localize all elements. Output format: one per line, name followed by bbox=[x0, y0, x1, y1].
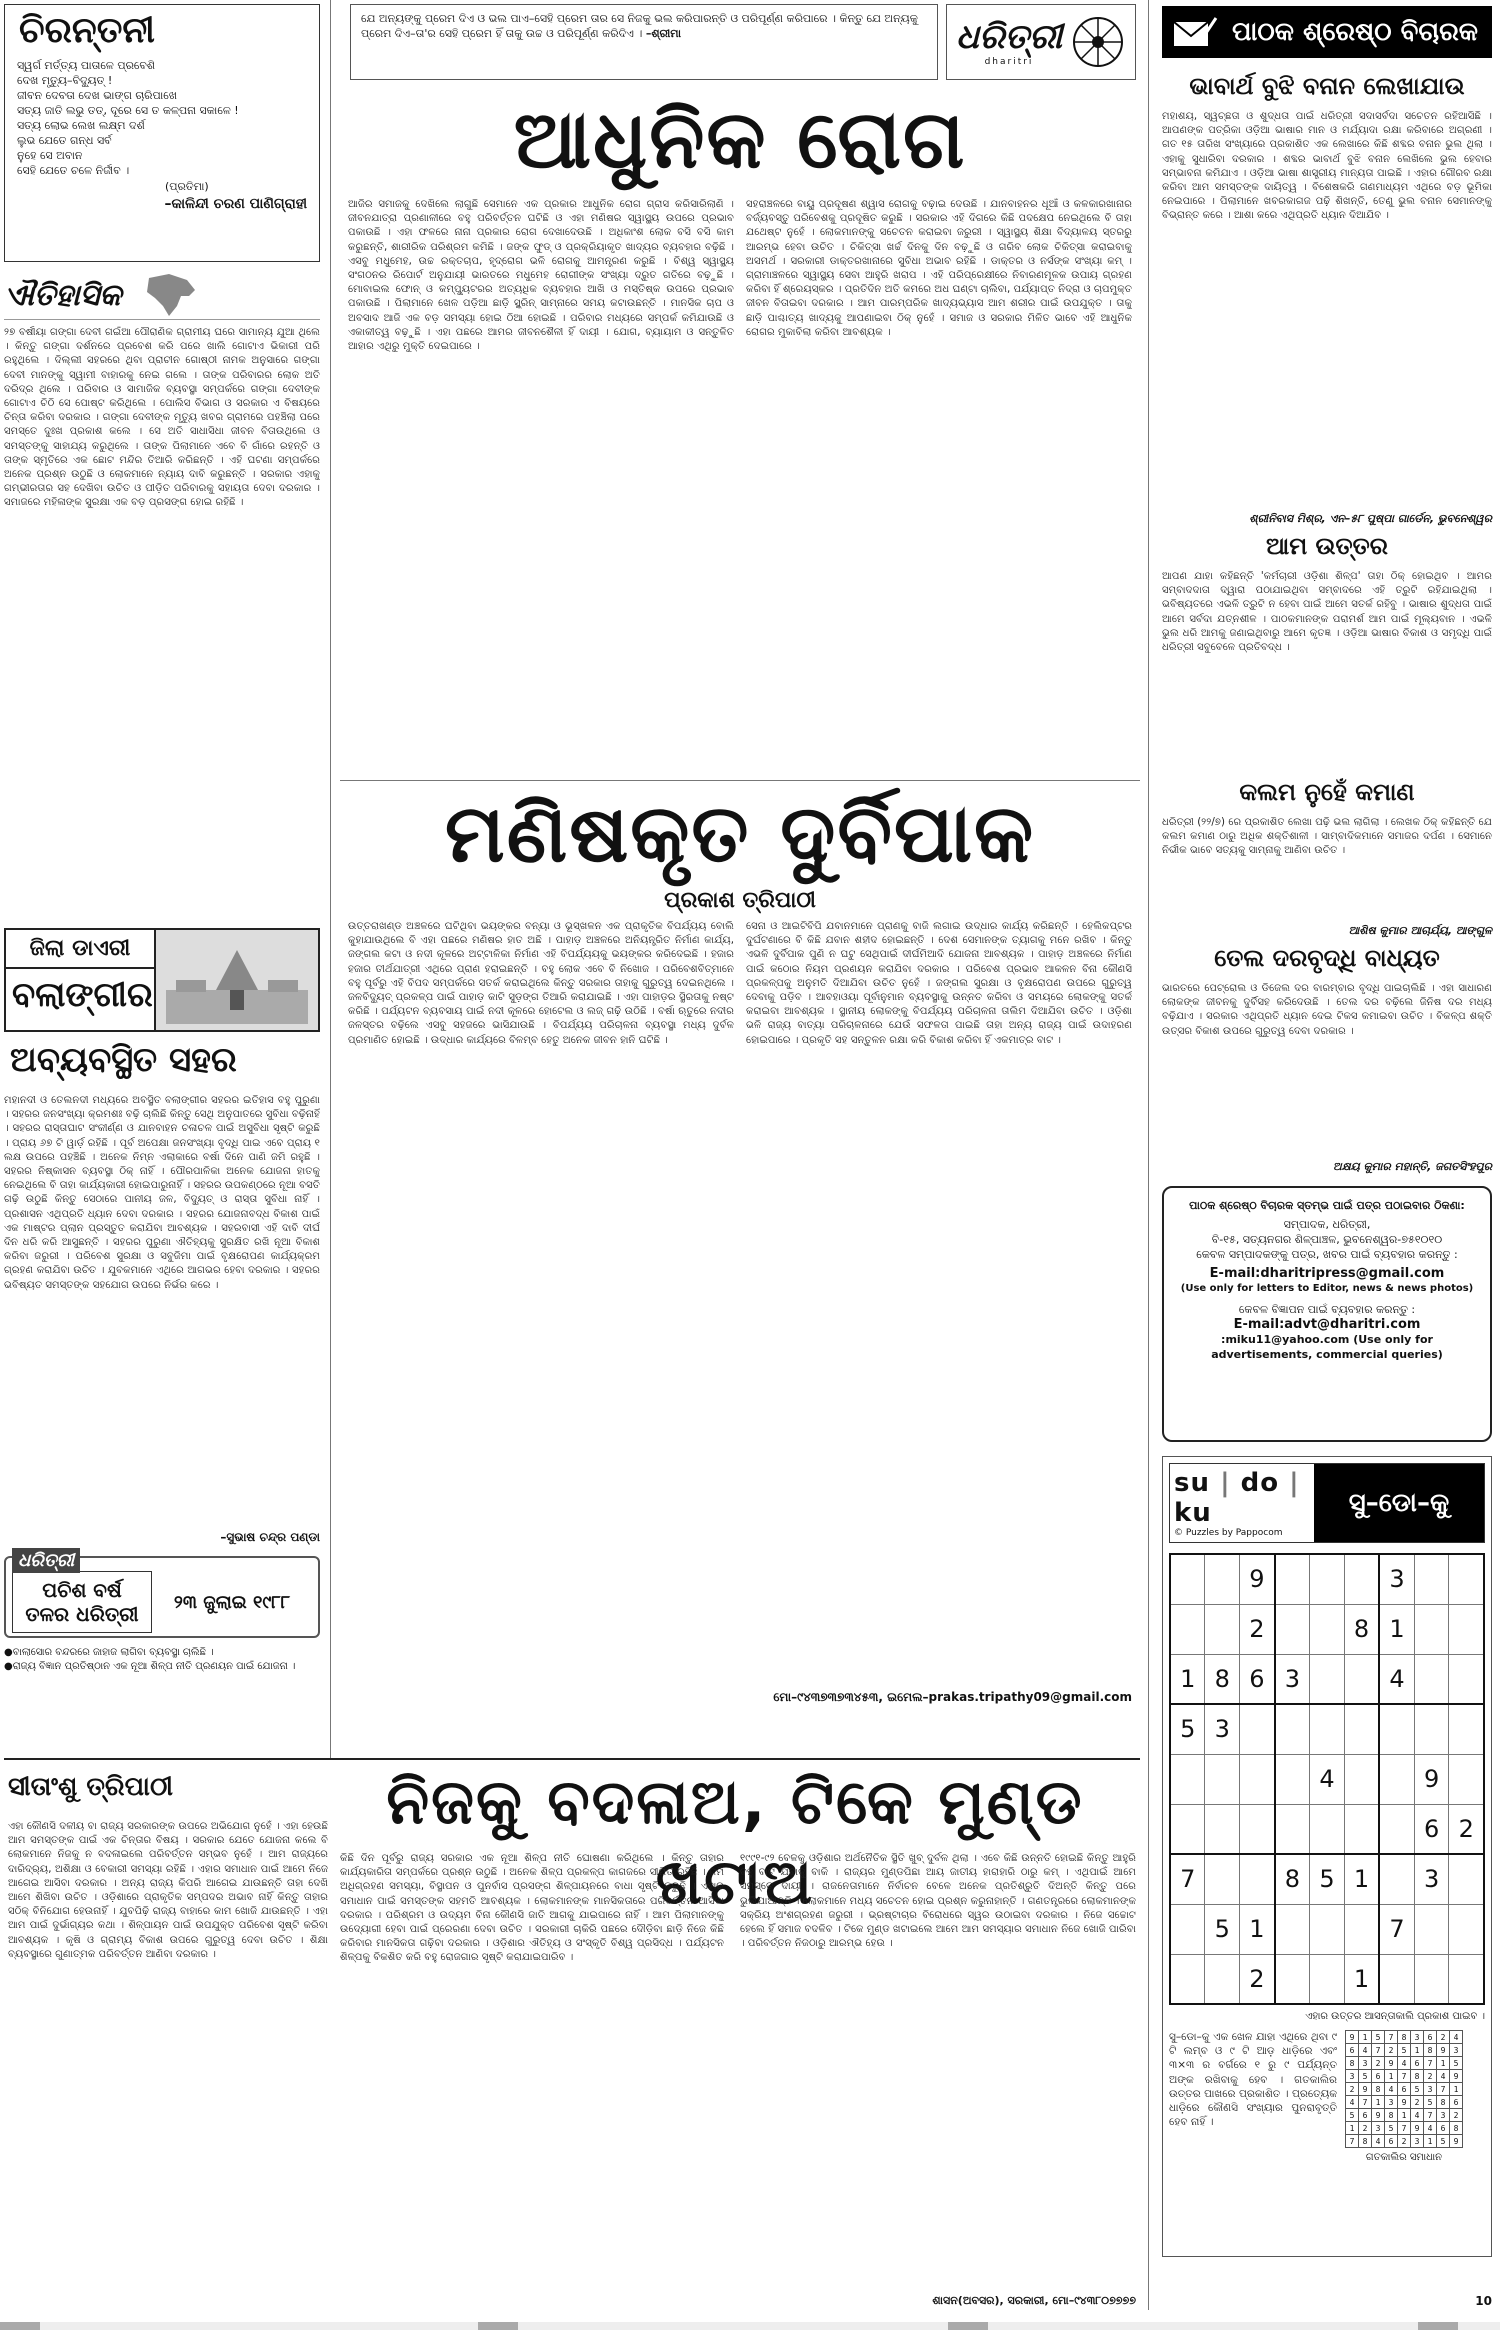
poem-author: –କାଳିନ୍ଦୀ ଚରଣ ପାଣିଗ୍ରାହୀ bbox=[164, 196, 307, 212]
sudoku-cell[interactable] bbox=[1449, 1854, 1484, 1904]
solution-cell: 4 bbox=[1398, 2057, 1411, 2070]
article3-contact: ଶାସନ(ଅବସର), ସରକାରୀ, ମୋ–୯୪୩୮୦୭୭୭୭ bbox=[932, 2294, 1136, 2307]
sudoku-cell[interactable] bbox=[1449, 1554, 1484, 1604]
solution-cell: 3 bbox=[1346, 2070, 1359, 2083]
solution-cell: 9 bbox=[1450, 2070, 1463, 2083]
poem-line: ସତ୍ୟ ଲୋଭ ଲେଖ ଲକ୍ଷ୍ମ ଦର୍ଶ bbox=[17, 119, 145, 132]
chiranthani-box bbox=[4, 4, 320, 262]
sudoku-cell[interactable] bbox=[1275, 1904, 1310, 1954]
oitihasik-text: ୨୭ ବର୍ଷୀୟା ଗଙ୍ଗା ଦେବୀ ଗଇଁଆ ପୌରାଣିକ ଗ୍ରାମୀୟ ଘରେ ସାମାନ୍ୟ ଯୁଆ ଥିଲେ । କିନ୍ତୁ ଗଙ୍ଗା ଦର୍ଶନରେ ପ୍ରବେଶ କରି ପରେ ଖାଲି ଗୋଟାଏ ଭିକାରୀ ପରି ରହୁଥିଲେ । ଦିଲ୍ଲୀ ସହରରେ ଥିବା ପ୍ରାଚୀନ ଗୋଷ୍ଠୀ ନାମକ ଅନୁସାରେ ଗଙ୍ଗା ଦେବୀ ମାନଙ୍କୁ ସ୍ୱାମୀ ବାହାରକୁ ନେଇ ଗଲେ । ତାଙ୍କ ପରିବାରର ଲୋକ ଅତି ଦରିଦ୍ର ଥିଲେ । ପରିବାର ଓ ସାମାଜିକ ବ୍ୟବସ୍ଥା ସମ୍ପର୍କରେ ଗଙ୍ଗା ଦେବୀଙ୍କ ଗୋଟାଏ ଚିଠି ସେ ପୋଷ୍ଟ କରିଥିଲେ । ପୋଲିସ ବିଭାଗ ଓ ସରକାର ଏ ବିଷୟରେ ଚିନ୍ତା କରିବା ଦରକାର । ଗଙ୍ଗା ଦେବୀଙ୍କ ମୃତ୍ୟୁ ଖବର ଗ୍ରାମରେ ପହଞ୍ଚିଲା ପରେ ସମସ୍ତେ ଦୁଃଖ ପ୍ରକାଶ କଲେ । ସେ ଅତି ସାଧାସିଧା ଜୀବନ ବିତାଉଥିଲେ ଓ ସମସ୍ତଙ୍କୁ ସାହାଯ୍ୟ କରୁଥିଲେ । ତାଙ୍କ ପିଲାମାନେ ଏବେ ବି ଗାଁରେ ରହନ୍ତି ଓ ତାଙ୍କ ସ୍ମୃତିରେ ଏକ ଛୋଟ ମନ୍ଦିର ତିଆରି କରିଛନ୍ତି । ଏହି ଘଟଣା ସମ୍ପର୍କରେ ଅନେକ ପ୍ରଶ୍ନ ଉଠୁଛି ଓ ଲୋକମାନେ ନ୍ୟାୟ ଦାବି କରୁଛନ୍ତି । ସରକାର ଏହାକୁ ଗମ୍ଭୀରତାର ସହ ଦେଖିବା ଉଚିତ ଓ ପୀଡ଼ିତ ପରିବାରକୁ ସହାୟତା ଦେବା ଦରକାର । ସମାଜରେ ମହିଳାଙ୍କ ସୁରକ୍ଷା ଏକ ବଡ଼ ପ୍ରସଙ୍ଗ ହୋଇ ରହିଛି । bbox=[4, 327, 320, 509]
poem-line: ଜୀବନ ଦେବତା ଦେଖ ଭାଙ୍ଗ ଚାରିପାଖେ bbox=[17, 89, 177, 102]
sudoku-cell[interactable] bbox=[1310, 1704, 1345, 1754]
city-author: –ସୁଭାଷ ଚନ୍ଦ୍ର ପଣ୍ଡା bbox=[220, 1530, 320, 1544]
oitihasik-title: ଐତିହାସିକ bbox=[4, 278, 122, 313]
solution-cell: 1 bbox=[1411, 2044, 1424, 2057]
editor-email-note: (Use only for letters to Editor, news & news photos) bbox=[1180, 1283, 1474, 1294]
article3-col1: ଏହା କୌଣସି ଦଳୀୟ ବା ରାଜ୍ୟ ସରକାରଙ୍କ ଉପରେ ଅଭିଯୋଗ ନୁହେଁ । ଏହା ହେଉଛି ଆମ ସମସ୍ତଙ୍କ ପାଇଁ ଏକ ଚିନ୍ତାର ବିଷୟ । ସରକାର ଯେତେ ଯୋଜନା କଲେ ବି ଲୋକମାନେ ନିଜକୁ ନ ବଦଳାଇଲେ ପରିବର୍ତ୍ତନ ସମ୍ଭବ ନୁହେଁ । ଆମ ରାଜ୍ୟରେ ଦାରିଦ୍ର୍ୟ, ଅଶିକ୍ଷା ଓ ବେକାରୀ ସମସ୍ୟା ରହିଛି । ଏହାର ସମାଧାନ ପାଇଁ ଆମେ ନିଜେ ଆଗେଇ ଆସିବା ଦରକାର । ଅନ୍ୟ ରାଜ୍ୟ କିପରି ଆଗେଇ ଯାଉଛନ୍ତି ତାହା ଦେଖି ଆମେ ଶିଖିବା ଉଚିତ । ଓଡ଼ିଶାରେ ପ୍ରାକୃତିକ ସମ୍ପଦର ଅଭାବ ନାହିଁ କିନ୍ତୁ ତାହାର ସଠିକ୍ ବିନିଯୋଗ ହେଉନାହିଁ । ଯୁବପିଢ଼ି ରାଜ୍ୟ ବାହାରେ କାମ ଖୋଜି ଯାଉଛନ୍ତି । ଏହା ଆମ ପାଇଁ ଦୁର୍ଭାଗ୍ୟର କଥା । ଶିଳ୍ପାୟନ ପାଇଁ ଉପଯୁକ୍ତ ପରିବେଶ ସୃଷ୍ଟି କରିବା ଆବଶ୍ୟକ । କୃଷି ଓ ଗ୍ରାମ୍ୟ ବିକାଶ ଉପରେ ଗୁରୁତ୍ୱ ଦେବା ଉଚିତ । ଶିକ୍ଷା ବ୍ୟବସ୍ଥାରେ ଗୁଣାତ୍ମକ ପରିବର୍ତ୍ତନ ଆଣିବା ଦରକାର । bbox=[8, 1821, 328, 1960]
sudoku-cell[interactable] bbox=[1344, 1654, 1379, 1704]
solution-cell: 2 bbox=[1346, 2083, 1359, 2096]
byline2: ପ୍ରକାଶ ତ୍ରିପାଠୀ bbox=[664, 888, 816, 913]
solution-cell: 4 bbox=[1346, 2096, 1359, 2109]
sudoku-grid[interactable] bbox=[1169, 1553, 1485, 2005]
india-map-icon bbox=[129, 272, 209, 320]
address-line: କେବଳ ସମ୍ପାଦକଙ୍କୁ ପତ୍ର, ଖବର ପାଇଁ ବ୍ୟବହାର କରନ୍ତୁ : bbox=[1196, 1248, 1458, 1261]
sudoku-cell[interactable]: 4 bbox=[1310, 1754, 1345, 1804]
sudoku-cell[interactable] bbox=[1310, 1554, 1345, 1604]
solution-cell: 9 bbox=[1398, 2096, 1411, 2109]
solution-cell: 4 bbox=[1424, 2122, 1437, 2135]
sudoku-cell[interactable]: 6 bbox=[1240, 1654, 1275, 1704]
letter4-sign: ଅକ୍ଷୟ କୁମାର ମହାନ୍ତି, ଜଗତସିଂହପୁର bbox=[1333, 1160, 1492, 1173]
readers-header bbox=[1162, 6, 1492, 58]
solution-cell: 5 bbox=[1437, 2135, 1450, 2148]
solution-cell: 7 bbox=[1424, 2057, 1437, 2070]
solution-cell: 7 bbox=[1437, 2083, 1450, 2096]
letter1-title: ଭାବାର୍ଥ ବୁଝି ବନାନ ଲେଖାଯାଉ bbox=[1189, 72, 1465, 100]
solution-cell: 3 bbox=[1411, 2031, 1424, 2044]
sudoku-cell[interactable]: 7 bbox=[1170, 1854, 1205, 1904]
brand-logo bbox=[946, 4, 1136, 80]
sudoku-cell[interactable] bbox=[1414, 1604, 1449, 1654]
sudoku-cell[interactable] bbox=[1310, 1604, 1345, 1654]
sudoku-cell[interactable] bbox=[1170, 1554, 1205, 1604]
sudoku-cell[interactable] bbox=[1414, 1704, 1449, 1754]
history-item: ●ବାଲାସୋର ବନ୍ଦରରେ ଜାହାଜ ଲାଗିବା ବ୍ୟବସ୍ଥା ଚାଲିଛି । bbox=[4, 1647, 214, 1658]
sudoku-cell[interactable] bbox=[1275, 1804, 1310, 1854]
address-box bbox=[1162, 1186, 1492, 1442]
sudoku-cell[interactable]: 1 bbox=[1170, 1654, 1205, 1704]
solution-cell: 6 bbox=[1372, 2070, 1385, 2083]
sudoku-cell[interactable] bbox=[1449, 1654, 1484, 1704]
poem-line: ଦେଖ ମୃତ୍ୟୁ–ବିଦ୍ୟୁତ୍ ! bbox=[17, 74, 113, 87]
wheel-icon bbox=[1070, 14, 1126, 70]
article1-col1: ଆଜିର ସମାଜକୁ ଦେଖିଲେ ଲାଗୁଛି ସେମାନେ ଏକ ପ୍ରକାର ଆଧୁନିକ ରୋଗ ଗ୍ରାସ କରିସାରିଲାଣି । ଜୀବନଯାତ୍ରା ପ୍ରଣାଳୀରେ ବହୁ ପରିବର୍ତ୍ତନ ଘଟିଛି ଓ ଏହା ମଣିଷର ସ୍ୱାସ୍ଥ୍ୟ ଉପରେ ପ୍ରଭାବ ପକାଉଛି । ଏହା ଫଳରେ ନାନା ପ୍ରକାର ରୋଗ ଦେଖାଦେଉଛି । ଅଧିକାଂଶ ଲୋକ ବସି ବସି କାମ କରୁଛନ୍ତି, ଶାରୀରିକ ପରିଶ୍ରମ କମିଛି । ଜଙ୍କ ଫୁଡ୍ ଓ ପ୍ରକ୍ରିୟାକୃତ ଖାଦ୍ୟର ବ୍ୟବହାର ବଢ଼ିଛି । ଏସବୁ ମଧୁମେହ, ଉଚ୍ଚ ରକ୍ତଚାପ, ହୃଦ୍‌ରୋଗ ଭଳି ରୋଗକୁ ଆମନ୍ତ୍ରଣ କରୁଛି । ବିଶ୍ୱ ସ୍ୱାସ୍ଥ୍ୟ ସଂଗଠନର ରିପୋର୍ଟ ଅନୁଯାୟୀ ଭାରତରେ ମଧୁମେହ ରୋଗୀଙ୍କ ସଂଖ୍ୟା ଦ୍ରୁତ ଗତିରେ ବଢ଼ୁଛି । ମୋବାଇଲ ଫୋନ୍ ଓ କମ୍ପ୍ୟୁଟରର ଅତ୍ୟଧିକ ବ୍ୟବହାର ଆଖି ଓ ମସ୍ତିଷ୍କ ଉପରେ ପ୍ରଭାବ ପକାଉଛି । ପିଲାମାନେ ଖେଳ ପଡ଼ିଆ ଛାଡ଼ି ସ୍କ୍ରିନ୍ ସାମ୍ନାରେ ସମୟ କଟାଉଛନ୍ତି । ମାନସିକ ଚାପ ଓ ଅବସାଦ ଆଜି ଏକ ବଡ଼ ସମସ୍ୟା ହୋଇ ଠିଆ ହୋଇଛି । ପରିବାର ମଧ୍ୟରେ ସମ୍ପର୍କ କମିଯାଉଛି ଓ ଏକାକୀତ୍ୱ ବଢ଼ୁଛି । ଏହା ପଛରେ ଆମର ଜୀବନଶୈଳୀ ହିଁ ଦାୟୀ । ଯୋଗ, ବ୍ୟାୟାମ ଓ ସନ୍ତୁଳିତ ଆହାର ଏଥିରୁ ମୁକ୍ତି ଦେଇପାରେ । bbox=[348, 199, 734, 353]
solution-cell: 2 bbox=[1411, 2096, 1424, 2109]
solution-cell: 1 bbox=[1437, 2057, 1450, 2070]
sudoku-cell[interactable] bbox=[1310, 1904, 1345, 1954]
solution-cell: 2 bbox=[1359, 2122, 1372, 2135]
sudoku-cell[interactable]: 8 bbox=[1275, 1854, 1310, 1904]
sudoku-cell[interactable] bbox=[1449, 1604, 1484, 1654]
column-rule bbox=[1148, 0, 1149, 2310]
page-number: 10 bbox=[1475, 2294, 1492, 2308]
solution-cell: 6 bbox=[1411, 2057, 1424, 2070]
solution-cell: 8 bbox=[1385, 2109, 1398, 2122]
solution-cell: 2 bbox=[1450, 2109, 1463, 2122]
sudoku-cell[interactable] bbox=[1240, 1854, 1275, 1904]
headline-change-yourself: ନିଜକୁ ବଦଳାଅ, ଟିକେ ମୁଣ୍ଡ ଖଟାଅ bbox=[386, 1765, 1084, 1918]
sudoku-cell[interactable]: 5 bbox=[1170, 1704, 1205, 1754]
sudoku-cell[interactable] bbox=[1344, 1804, 1379, 1854]
sudoku-cell[interactable] bbox=[1449, 1954, 1484, 2004]
solution-cell: 5 bbox=[1359, 2070, 1372, 2083]
poem-line: ସେହି ଯେତେ ଚଳେ ନିର୍ଜୀବ । bbox=[17, 164, 130, 177]
solution-cell: 1 bbox=[1346, 2122, 1359, 2135]
letter3-title: କଲମ ନୁହେଁ କମାଣ bbox=[1239, 778, 1415, 806]
temple-photo bbox=[156, 930, 318, 1030]
solution-cell: 2 bbox=[1372, 2057, 1385, 2070]
sudoku-cell[interactable] bbox=[1275, 1704, 1310, 1754]
sudoku-cell[interactable] bbox=[1449, 1754, 1484, 1804]
solution-cell: 6 bbox=[1424, 2031, 1437, 2044]
article3-col2: କିଛି ଦିନ ପୂର୍ବରୁ ରାଜ୍ୟ ସରକାର ଏକ ନୂଆ ଶିଳ୍ପ ନୀତି ଘୋଷଣା କରିଥିଲେ । କିନ୍ତୁ ତାହାର କାର୍ଯ୍ୟକାରିତା ସମ୍ପର୍କରେ ପ୍ରଶ୍ନ ଉଠୁଛି । ଅନେକ ଶିଳ୍ପ ପ୍ରକଳ୍ପ କାଗଜରେ ସୀମିତ ରହିଛି । ଜମି ଅଧିଗ୍ରହଣ ସମସ୍ୟା, ବିସ୍ଥାପନ ଓ ପୁନର୍ବାସ ପ୍ରସଙ୍ଗ ଶିଳ୍ପାୟନରେ ବାଧା ସୃଷ୍ଟି କରୁଛି । ଏହାର ସମାଧାନ ପାଇଁ ସମସ୍ତଙ୍କ ସହମତି ଆବଶ୍ୟକ । ଲୋକମାନଙ୍କ ମାନସିକତାରେ ପରିବର୍ତ୍ତନ ଆସିବା ଦରକାର । ପରିଶ୍ରମ ଓ ଉଦ୍ୟମ ବିନା କୌଣସି ଜାତି ଆଗକୁ ଯାଇପାରେ ନାହିଁ । ଆମ ପିଲାମାନଙ୍କୁ ଉଦ୍ୟୋଗୀ ହେବା ପାଇଁ ପ୍ରେରଣା ଦେବା ଉଚିତ । ସରକାରୀ ଚାକିରି ପଛରେ ଦୌଡ଼ିବା ଛାଡ଼ି ନିଜେ କିଛି କରିବାର ମାନସିକତା ଗଢ଼ିବା ଦରକାର । ଓଡ଼ିଶାର ଐତିହ୍ୟ ଓ ସଂସ୍କୃତି ବିଶ୍ୱ ପ୍ରସିଦ୍ଧ । ପର୍ଯ୍ୟଟନ ଶିଳ୍ପକୁ ବିକଶିତ କରି ବହୁ ରୋଜଗାର ସୃଷ୍ଟି କରାଯାଇପାରିବ । bbox=[340, 1853, 724, 1964]
quote-text: ଯେ ଅନ୍ୟଙ୍କୁ ପ୍ରେମ ଦିଏ ଓ ଭଲ ପାଏ–ସେହି ପ୍ରେମ ତାର ସେ ନିଜକୁ ଭଲ କରିପାରନ୍ତି ଓ ପରିପୂର୍ଣ୍ଣ କରିପାରେ । କିନ୍ତୁ ଯେ ଅନ୍ୟକୁ ପ୍ରେମ ଦିଏ–ତା'ର ସେହି ପ୍ରେମ ହିଁ ତାକୁ ଉଚ୍ଚ ଓ ପରିପୂର୍ଣ୍ଣ କରିଦିଏ । bbox=[361, 12, 918, 40]
sudoku-cell[interactable] bbox=[1344, 1554, 1379, 1604]
sudoku-cell[interactable] bbox=[1275, 1754, 1310, 1804]
address-head: ପାଠକ ଶ୍ରେଷ୍ଠ ବିଚାରକ ସ୍ତମ୍ଭ ପାଇଁ ପତ୍ର ପଠାଇବାର ଠିକଣା: bbox=[1189, 1199, 1465, 1212]
article2-col2: ସେନା ଓ ଆଇଟିବିପି ଯବାନମାନେ ପ୍ରାଣକୁ ବାଜି ଲଗାଇ ଉଦ୍ଧାର କାର୍ଯ୍ୟ କରିଛନ୍ତି । ହେଲିକପ୍ଟର ଦୁର୍ଘଟଣାରେ ବି କିଛି ଯବାନ ଶହୀଦ ହୋଇଛନ୍ତି । ଦେଶ ସେମାନଙ୍କ ତ୍ୟାଗକୁ ମନେ ରଖିବ । କିନ୍ତୁ ଏଭଳି ଦୁର୍ବିପାକ ପୁଣି ନ ଘଟୁ ସେଥିପାଇଁ ଦୀର୍ଘମିଆଦି ଯୋଜନା ଆବଶ୍ୟକ । ପାହାଡ଼ ଅଞ୍ଚଳରେ ନିର୍ମାଣ ପାଇଁ କଠୋର ନିୟମ ପ୍ରଣୟନ କରାଯିବା ଦରକାର । ପରିବେଶ ପ୍ରଭାବ ଆକଳନ ବିନା କୌଣସି ପ୍ରକଳ୍ପକୁ ଅନୁମତି ଦିଆଯିବା ଉଚିତ ନୁହେଁ । ଜଙ୍ଗଲ ସୁରକ୍ଷା ଓ ବୃକ୍ଷରୋପଣ ଉପରେ ଗୁରୁତ୍ୱ ଦେବାକୁ ପଡ଼ିବ । ଆବହାଓୟା ପୂର୍ବାନୁମାନ ବ୍ୟବସ୍ଥାକୁ ଉନ୍ନତ କରିବା ଓ ସମୟରେ ଲୋକଙ୍କୁ ସତର୍କ କରାଇବା ଆବଶ୍ୟକ । ସ୍ଥାନୀୟ ଲୋକଙ୍କୁ ବିପର୍ଯ୍ୟୟ ପରିଚାଳନା ତାଲିମ ଦିଆଯିବା ଉଚିତ । ଓଡ଼ିଶା ଭଳି ରାଜ୍ୟ ବାତ୍ୟା ପରିଚାଳନାରେ ଯେଉଁ ସଫଳତା ପାଇଛି ତାହା ଅନ୍ୟ ରାଜ୍ୟ ପାଇଁ ଉଦାହରଣ ହୋଇପାରେ । ପ୍ରକୃତି ସହ ସନ୍ତୁଳନ ରକ୍ଷା କରି ବିକାଶ କରିବା ହିଁ ଏକମାତ୍ର ବାଟ । bbox=[746, 921, 1132, 1046]
sudoku-cell[interactable] bbox=[1310, 1804, 1345, 1854]
solution-cell: 4 bbox=[1450, 2031, 1463, 2044]
sudoku-cell[interactable] bbox=[1449, 1704, 1484, 1754]
sudoku-cell[interactable] bbox=[1414, 1654, 1449, 1704]
poem-line: ସତ୍ୟ ଜାତି ଲଭୁ ତତ୍, ଦୂରେ ସେ ତ କଳ୍ପନା ସକାଳେ ! bbox=[17, 104, 239, 117]
quote-author: –ଶ୍ରୀମା bbox=[645, 27, 681, 40]
solution-cell: 5 bbox=[1450, 2057, 1463, 2070]
footer-bar bbox=[0, 2318, 1500, 2334]
headline-modern-disease: ଆଧୁନିକ ରୋଗ bbox=[513, 93, 967, 186]
solution-cell: 8 bbox=[1437, 2096, 1450, 2109]
sudoku-cell[interactable]: 2 bbox=[1240, 1954, 1275, 2004]
solution-cell: 7 bbox=[1398, 2122, 1411, 2135]
sudoku-rules: ସୁ–ଡୋ–କୁ ଏକ ଖେଳ ଯାହା ଏଥିରେ ଥିବା ୯ ଟି ଲମ୍ବ ଓ ୯ ଟି ଆଡ଼ ଧାଡ଼ିରେ ଏବଂ ୩×୩ ର ବର୍ଗରେ ୧ ରୁ ୯ ପର୍ଯ୍ୟନ୍ତ ଅଙ୍କ ରଖିବାକୁ ହେବ । ଗତକାଲିର ଉତ୍ତର ପାଖରେ ପ୍ରକାଶିତ । ପ୍ରତ୍ୟେକ ଧାଡ଼ିରେ କୌଣସି ସଂଖ୍ୟାର ପୁନରାବୃତ୍ତି ହେବ ନାହିଁ । bbox=[1169, 2031, 1337, 2129]
sudoku-cell[interactable] bbox=[1414, 1554, 1449, 1604]
solution-cell: 4 bbox=[1359, 2044, 1372, 2057]
sudoku-cell[interactable] bbox=[1205, 1954, 1240, 2004]
quote-box bbox=[350, 4, 938, 80]
sudoku-title: ସୁ–ଡୋ–କୁ bbox=[1314, 1464, 1484, 1542]
solution-cell: 8 bbox=[1411, 2070, 1424, 2083]
sudoku-cell[interactable]: 5 bbox=[1205, 1904, 1240, 1954]
address-line: ସମ୍ପାଦକ, ଧରିତ୍ରୀ, bbox=[1283, 1218, 1371, 1231]
letter4-text: ଭାରତରେ ପେଟ୍ରୋଲ ଓ ଡିଜେଲ ଦର ବାରମ୍ବାର ବୃଦ୍ଧି ପାଇଚାଲିଛି । ଏହା ସାଧାରଣ ଲୋକଙ୍କ ଜୀବନକୁ ଦୁର୍ବିସହ କରିଦେଉଛି । ତେଲ ଦର ବଢ଼ିଲେ ଜିନିଷ ଦର ମଧ୍ୟ ବଢ଼ିଯାଏ । ସରକାର ଏଥିପ୍ରତି ଧ୍ୟାନ ଦେଇ ଟିକସ କମାଇବା ଉଚିତ । ବିକଳ୍ପ ଶକ୍ତି ଉତ୍ସର ବିକାଶ ଉପରେ ଗୁରୁତ୍ୱ ଦେବା ଦରକାର । bbox=[1162, 983, 1492, 1037]
solution-cell: 8 bbox=[1359, 2135, 1372, 2148]
solution-cell: 6 bbox=[1437, 2122, 1450, 2135]
sudoku-logo-part: su bbox=[1174, 1468, 1210, 1498]
bottom-band-rule bbox=[4, 1758, 1140, 1760]
sudoku-cell[interactable] bbox=[1344, 1904, 1379, 1954]
sudoku-cell[interactable]: 1 bbox=[1379, 1604, 1414, 1654]
poem-line: ସ୍ୱର୍ଗ ମର୍ତ୍ତ୍ୟ ପାତାଳେ ପ୍ରବେଶି bbox=[17, 59, 156, 72]
sudoku-cell[interactable] bbox=[1344, 1704, 1379, 1754]
solution-cell: 5 bbox=[1411, 2083, 1424, 2096]
history-list bbox=[4, 1646, 320, 1674]
ads-email-2[interactable]: :miku11@yahoo.com (Use only for advertisements, commercial queries) bbox=[1211, 1333, 1443, 1361]
solution-cell: 5 bbox=[1424, 2096, 1437, 2109]
sudoku-logo: su | do | ku © Puzzles by Pappocom bbox=[1170, 1464, 1314, 1542]
sudoku-cell[interactable] bbox=[1379, 1954, 1414, 2004]
sudoku-cell[interactable] bbox=[1414, 1954, 1449, 2004]
solution-cell: 8 bbox=[1450, 2122, 1463, 2135]
poem-line: ଲୁଭ ଯେତେ ଗନ୍ଧ ସର୍ବ bbox=[17, 134, 112, 147]
sudoku-cell[interactable] bbox=[1205, 1854, 1240, 1904]
brand-name: ଧରିତ୍ରୀ bbox=[955, 17, 1063, 57]
address-line: ବି-୧୫, ସତ୍ୟନଗର ଶିଳ୍ପାଞ୍ଚଳ, ଭୁବନେଶ୍ୱର-୭୫୧୦୧୦ bbox=[1211, 1233, 1443, 1246]
solution-cell: 2 bbox=[1398, 2135, 1411, 2148]
solution-cell: 4 bbox=[1372, 2135, 1385, 2148]
sudoku-cell[interactable] bbox=[1170, 1904, 1205, 1954]
envelope-pen-icon bbox=[1172, 16, 1218, 48]
city-title: ଅବ୍ୟବସ୍ଥିତ ସହର bbox=[10, 1040, 237, 1080]
sudoku-cell[interactable] bbox=[1170, 1604, 1205, 1654]
solution-cell: 9 bbox=[1346, 2031, 1359, 2044]
solution-cell: 1 bbox=[1359, 2031, 1372, 2044]
headline-manmade-disaster: ମଣିଷକୃତ ଦୁର୍ବିପାକ bbox=[444, 787, 1036, 880]
sudoku-cell[interactable]: 5 bbox=[1310, 1854, 1345, 1904]
solution-cell: 6 bbox=[1359, 2109, 1372, 2122]
sudoku-cell[interactable] bbox=[1275, 1554, 1310, 1604]
sudoku-cell[interactable]: 6 bbox=[1414, 1804, 1449, 1854]
solution-cell: 1 bbox=[1450, 2083, 1463, 2096]
sudoku-logo-part: ku bbox=[1174, 1498, 1212, 1528]
sudoku-cell[interactable]: 3 bbox=[1379, 1554, 1414, 1604]
sudoku-cell[interactable] bbox=[1240, 1804, 1275, 1854]
solution-cell: 8 bbox=[1346, 2057, 1359, 2070]
history-date: ୨୩ ଜୁଲାଇ ୧୯୮୮ bbox=[173, 1591, 291, 1613]
solution-cell: 8 bbox=[1372, 2083, 1385, 2096]
history-item: ●ରାଜ୍ୟ ବିଜ୍ଞାନ ପ୍ରତିଷ୍ଠାନ ଏକ ନୂଆ ଶିଳ୍ପ ନୀତି ପ୍ରଣୟନ ପାଇଁ ଯୋଜନା । bbox=[4, 1661, 296, 1672]
sudoku-cell[interactable]: 1 bbox=[1344, 1854, 1379, 1904]
sudoku-cell[interactable] bbox=[1449, 1904, 1484, 1954]
solution-cell: 6 bbox=[1346, 2044, 1359, 2057]
solution-cell: 1 bbox=[1398, 2109, 1411, 2122]
city-text: ମହାନଦୀ ଓ ତେଲନଦୀ ମଧ୍ୟରେ ଅବସ୍ଥିତ ବଲାଙ୍ଗୀର ସହରର ଇତିହାସ ବହୁ ପୁରୁଣା । ସହରର ଜନସଂଖ୍ୟା କ୍ରମଶଃ ବଢ଼ି ଚାଲିଛି କିନ୍ତୁ ସେଥି ଅନୁପାତରେ ସୁବିଧା ବଢ଼ିନାହିଁ । ସହରର ରାସ୍ତାଘାଟ ସଂକୀର୍ଣ୍ଣ ଓ ଯାନବାହନ ଚଳାଚଳ ପାଇଁ ଅସୁବିଧା ସୃଷ୍ଟି କରୁଛି । ପ୍ରାୟ ୬୭ ଟି ୱାର୍ଡ଼ ରହିଛି । ପୂର୍ବ ଅପେକ୍ଷା ଜନସଂଖ୍ୟା ବୃଦ୍ଧି ପାଇ ଏବେ ପ୍ରାୟ ୧ ଲକ୍ଷ ଉପରେ ପହଞ୍ଚିଛି । ଅନେକ ନିମ୍ନ ଏଲାକାରେ ବର୍ଷା ଦିନେ ପାଣି ଜମି ରହୁଛି । ସହରର ନିଷ୍କାସନ ବ୍ୟବସ୍ଥା ଠିକ୍ ନାହିଁ । ପୌରପାଳିକା ଅନେକ ଯୋଜନା ହାତକୁ ନେଇଥିଲେ ବି ତାହା କାର୍ଯ୍ୟକାରୀ ହୋଇପାରୁନାହିଁ । ସହରର ଉପକଣ୍ଠରେ ନୂଆ ବସତି ଗଢ଼ି ଉଠୁଛି କିନ୍ତୁ ସେଠାରେ ପାନୀୟ ଜଳ, ବିଦ୍ୟୁତ୍ ଓ ରାସ୍ତା ସୁବିଧା ନାହିଁ । ପ୍ରଶାସନ ଏଥିପ୍ରତି ଧ୍ୟାନ ଦେବା ଦରକାର । ସହରର ଯୋଜନାବଦ୍ଧ ବିକାଶ ପାଇଁ ଏକ ମାଷ୍ଟର ପ୍ଲାନ ପ୍ରସ୍ତୁତ କରାଯିବା ଆବଶ୍ୟକ । ସହରବାସୀ ଏହି ଦାବି ଦୀର୍ଘ ଦିନ ଧରି କରି ଆସୁଛନ୍ତି । ସହରର ପୁରୁଣା ଐତିହ୍ୟକୁ ସୁରକ୍ଷିତ ରଖି ନୂଆ ବିକାଶ କରିବା ଜରୁରୀ । ପରିବେଶ ସୁରକ୍ଷା ଓ ସବୁଜିମା ପାଇଁ ବୃକ୍ଷରୋପଣ କାର୍ଯ୍ୟକ୍ରମ ଗ୍ରହଣ କରାଯିବା ଉଚିତ । ଯୁବକମାନେ ଏଥିରେ ଆଗଭର ହେବା ଦରକାର । ସହରର ଭବିଷ୍ୟତ ସମସ୍ତଙ୍କ ସହଯୋଗ ଉପରେ ନିର୍ଭର କରେ । bbox=[4, 1095, 320, 1291]
sudoku-cell[interactable] bbox=[1414, 1904, 1449, 1954]
solution-cell: 4 bbox=[1385, 2083, 1398, 2096]
solution-cell: 3 bbox=[1372, 2122, 1385, 2135]
solution-cell: 7 bbox=[1398, 2070, 1411, 2083]
sudoku-cell[interactable] bbox=[1379, 1704, 1414, 1754]
solution-cell: 7 bbox=[1359, 2096, 1372, 2109]
author3: ସୀତାଂଶୁ ତ୍ରିପାଠୀ bbox=[8, 1772, 173, 1802]
ads-head: କେବଳ ବିଜ୍ଞାପନ ପାଇଁ ବ୍ୟବହାର କରନ୍ତୁ : bbox=[1238, 1303, 1416, 1316]
solution-cell: 9 bbox=[1372, 2109, 1385, 2122]
district-diary-label: ଜିଲା ଡାଏରୀ bbox=[6, 930, 154, 969]
poem bbox=[5, 56, 319, 180]
district-diary-box bbox=[4, 928, 320, 1032]
solution-cell: 2 bbox=[1385, 2044, 1398, 2057]
editor-email[interactable]: E-mail:dharitripress@gmail.com bbox=[1209, 1266, 1445, 1281]
district-name: ବଲାଙ୍ଗୀର bbox=[12, 975, 153, 1015]
solution-cell: 3 bbox=[1385, 2096, 1398, 2109]
sudoku-cell[interactable] bbox=[1170, 1804, 1205, 1854]
solution-cell: 6 bbox=[1385, 2135, 1398, 2148]
sudoku-cell[interactable] bbox=[1310, 1654, 1345, 1704]
sudoku-cell[interactable]: 1 bbox=[1344, 1954, 1379, 2004]
sudoku-cell[interactable]: 2 bbox=[1240, 1604, 1275, 1654]
sudoku-header bbox=[1169, 1463, 1485, 1543]
article2-col1: ଉତ୍ତରାଖଣ୍ଡ ଅଞ୍ଚଳରେ ଘଟିଥିବା ଭୟଙ୍କର ବନ୍ୟା ଓ ଭୂସ୍ଖଳନ ଏକ ପ୍ରାକୃତିକ ବିପର୍ଯ୍ୟୟ ବୋଲି କୁହାଯାଉଥିଲେ ବି ଏହା ପଛରେ ମଣିଷର ହାତ ଅଛି । ପାହାଡ଼ ଅଞ୍ଚଳରେ ଅନିୟନ୍ତ୍ରିତ ନିର୍ମାଣ କାର୍ଯ୍ୟ, ଜଙ୍ଗଲ କଟା ଓ ନଦୀ କୂଳରେ ଅଟ୍ଟାଳିକା ନିର୍ମାଣ ଏହି ବିପର୍ଯ୍ୟୟକୁ ଭୟଙ୍କର କରିଦେଇଛି । ହଜାର ହଜାର ତୀର୍ଥଯାତ୍ରୀ ଏଥିରେ ପ୍ରାଣ ହରାଇଛନ୍ତି । ବହୁ ଲୋକ ଏବେ ବି ନିଖୋଜ । ପରିବେଶବିତ୍‌ମାନେ ବହୁ ପୂର୍ବରୁ ଏହି ବିପଦ ସମ୍ପର୍କରେ ସତର୍କ କରାଇଥିଲେ କିନ୍ତୁ ସରକାର ତାହାକୁ ଗୁରୁତ୍ୱ ଦେଇନଥିଲେ । ଜଳବିଦ୍ୟୁତ୍ ପ୍ରକଳ୍ପ ପାଇଁ ପାହାଡ଼ କାଟି ସୁଡ଼ଙ୍ଗ ତିଆରି କରାଯାଇଛି । ଏହା ପାହାଡ଼ର ସ୍ଥିରତାକୁ ନଷ୍ଟ କରିଛି । ପର୍ଯ୍ୟଟନ ବ୍ୟବସାୟ ପାଇଁ ନଦୀ କୂଳରେ ହୋଟେଲ ଓ ଲଜ୍ ଗଢ଼ି ଉଠିଛି । ବର୍ଷା ଋତୁରେ ନଦୀର ଜଳସ୍ତର ବଢ଼ିଲେ ଏସବୁ ସହଜରେ ଭାସିଯାଉଛି । ବିପର୍ଯ୍ୟୟ ପରିଚାଳନା ବ୍ୟବସ୍ଥା ମଧ୍ୟ ଦୁର୍ବଳ ପ୍ରମାଣିତ ହୋଇଛି । ଉଦ୍ଧାର କାର୍ଯ୍ୟରେ ବିଳମ୍ବ ହେତୁ ଅନେକ ଜୀବନ ହାନି ଘଟିଛି । bbox=[348, 921, 734, 1046]
solution-cell: 7 bbox=[1385, 2031, 1398, 2044]
sudoku-credit: © Puzzles by Pappocom bbox=[1174, 1528, 1283, 1538]
poem-line: ନୁହେ ସେ ଅବାନ bbox=[17, 149, 83, 162]
sudoku-cell[interactable] bbox=[1379, 1804, 1414, 1854]
letter3-text: ଧରିତ୍ରୀ (୨୨/୭) ରେ ପ୍ରକାଶିତ ଲେଖା ପଢ଼ି ଭଲ ଲାଗିଲା । ଲେଖକ ଠିକ୍ କହିଛନ୍ତି ଯେ କଲମ କମାଣ ଠାରୁ ଅଧିକ ଶକ୍ତିଶାଳୀ । ସାମ୍ବାଦିକମାନେ ସମାଜର ଦର୍ପଣ । ସେମାନେ ନିର୍ଭୀକ ଭାବେ ସତ୍ୟକୁ ସାମ୍ନାକୁ ଆଣିବା ଉଚିତ । bbox=[1162, 817, 1492, 857]
sudoku-cell[interactable] bbox=[1379, 1854, 1414, 1904]
article1-col2: ସହରାଞ୍ଚଳରେ ବାୟୁ ପ୍ରଦୂଷଣ ଶ୍ୱାସ ରୋଗକୁ ବଢ଼ାଇ ଦେଉଛି । ଯାନବାହନର ଧୂଆଁ ଓ କଳକାରଖାନାର ବର୍ଜ୍ୟବସ୍ତୁ ପରିବେଶକୁ ପ୍ରଦୂଷିତ କରୁଛି । ସରକାର ଏହି ଦିଗରେ କିଛି ପଦକ୍ଷେପ ନେଇଥିଲେ ବି ତାହା ଯଥେଷ୍ଟ ନୁହେଁ । ଲୋକମାନଙ୍କୁ ସଚେତନ କରାଇବା ଜରୁରୀ । ସ୍ୱାସ୍ଥ୍ୟ ଶିକ୍ଷା ବିଦ୍ୟାଳୟ ସ୍ତରରୁ ଆରମ୍ଭ ହେବା ଉଚିତ । ଚିକିତ୍ସା ଖର୍ଚ୍ଚ ଦିନକୁ ଦିନ ବଢ଼ୁଛି ଓ ଗରିବ ଲୋକ ଚିକିତ୍ସା କରାଇବାକୁ ଅସମର୍ଥ । ସରକାରୀ ଡାକ୍ତରଖାନାରେ ସୁବିଧା ଅଭାବ ରହିଛି । ଡାକ୍ତର ଓ ନର୍ସଙ୍କ ସଂଖ୍ୟା କମ୍ । ଗ୍ରାମାଞ୍ଚଳରେ ସ୍ୱାସ୍ଥ୍ୟ ସେବା ଆହୁରି ଖରାପ । ଏହି ପରିପ୍ରେକ୍ଷୀରେ ନିବାରଣମୂଳକ ଉପାୟ ଗ୍ରହଣ କରିବା ହିଁ ଶ୍ରେୟସ୍କର । ପ୍ରତିଦିନ ଅତି କମରେ ଅଧ ଘଣ୍ଟା ଚାଲିବା, ପର୍ଯ୍ୟାପ୍ତ ନିଦ୍ରା ଓ ଚାପମୁକ୍ତ ଜୀବନ ବିତାଇବା ଦରକାର । ଆମ ପାରମ୍ପରିକ ଖାଦ୍ୟଭ୍ୟାସ ଆମ ଶରୀର ପାଇଁ ଉପଯୁକ୍ତ । ତାକୁ ଛାଡ଼ି ପାଶ୍ଚାତ୍ୟ ଖାଦ୍ୟକୁ ଆପଣାଇବା ଠିକ୍ ନୁହେଁ । ସମାଜ ଓ ସରକାର ମିଳିତ ଭାବେ ଏହି ଆଧୁନିକ ରୋଗର ମୁକାବିଲା କରିବା ଆବଶ୍ୟକ । bbox=[746, 199, 1132, 338]
solution-cell: 5 bbox=[1398, 2044, 1411, 2057]
sudoku-cell[interactable]: 3 bbox=[1205, 1704, 1240, 1754]
letter1-sign: ଶ୍ରୀନିବାସ ମିଶ୍ର, ଏନ–୫୮ ପୁଷ୍ପା ଗାର୍ଡେନ, ଭୁବନେଶ୍ୱର bbox=[1249, 512, 1492, 525]
solution-cell: 5 bbox=[1346, 2109, 1359, 2122]
article2-contact: ମୋ–୯୪୩୭୩୭୩୪୫୩, ଇମେଲ–prakas.tripathy09@gmail.com bbox=[773, 1690, 1132, 1704]
history-box bbox=[4, 1550, 320, 1638]
history-label: ପଚିଶ ବର୍ଷ ତଳର ଧରିତ୍ରୀ bbox=[12, 1571, 152, 1633]
solution-cell: 1 bbox=[1385, 2070, 1398, 2083]
solution-cell: 6 bbox=[1450, 2096, 1463, 2109]
solution-cell: 9 bbox=[1359, 2083, 1372, 2096]
solution-cell: 6 bbox=[1398, 2083, 1411, 2096]
solution-cell: 1 bbox=[1424, 2135, 1437, 2148]
solution-cell: 3 bbox=[1424, 2083, 1437, 2096]
sudoku-caption: ଏହାର ଉତ୍ତର ଆସନ୍ତାକାଲି ପ୍ରକାଶ ପାଇବ । bbox=[1305, 2011, 1485, 2022]
solution-cell: 3 bbox=[1359, 2057, 1372, 2070]
sudoku-cell[interactable] bbox=[1205, 1604, 1240, 1654]
sudoku-cell[interactable]: 3 bbox=[1414, 1854, 1449, 1904]
sudoku-cell[interactable] bbox=[1205, 1754, 1240, 1804]
letter2-title: ଆମ ଉତ୍ତର bbox=[1266, 532, 1388, 560]
sudoku-cell[interactable] bbox=[1275, 1954, 1310, 2004]
sudoku-cell[interactable] bbox=[1170, 1954, 1205, 2004]
sudoku-cell[interactable]: 1 bbox=[1240, 1904, 1275, 1954]
sudoku-cell[interactable] bbox=[1240, 1704, 1275, 1754]
solution-cell: 9 bbox=[1411, 2122, 1424, 2135]
sudoku-cell[interactable]: 8 bbox=[1344, 1604, 1379, 1654]
sudoku-logo-part: do bbox=[1240, 1468, 1280, 1498]
solution-cell: 2 bbox=[1437, 2031, 1450, 2044]
solution-cell: 8 bbox=[1398, 2031, 1411, 2044]
letter1-text: ମହାଶୟ, ସ୍ୱଚ୍ଛତା ଓ ଶୁଦ୍ଧତା ପାଇଁ ଧରିତ୍ରୀ ସଦାସର୍ବଦା ସଚେତନ ରହିଆସିଛି । ଆପଣଙ୍କ ପତ୍ରିକା ଓଡ଼ିଆ ଭାଷାର ମାନ ଓ ମର୍ଯ୍ୟାଦା ରକ୍ଷା କରିବାରେ ଅଗ୍ରଣୀ । ଗତ ୧୫ ତାରିଖ ସଂଖ୍ୟାରେ ପ୍ରକାଶିତ ଏକ ଲେଖାରେ କିଛି ଶବ୍ଦର ବନାନ ଭୁଲ ଥିଲା । ଏହାକୁ ସୁଧାରିବା ଦରକାର । ଶବ୍ଦର ଭାବାର୍ଥ ବୁଝି ବନାନ ଲେଖିଲେ ଭୁଲ ହେବାର ସମ୍ଭାବନା କମିଯାଏ । ଓଡ଼ିଆ ଭାଷା ଶାସ୍ତ୍ରୀୟ ମାନ୍ୟତା ପାଇଛି । ଏହାର ଗୌରବ ରକ୍ଷା କରିବା ଆମ ସମସ୍ତଙ୍କ ଦାୟିତ୍ୱ । ବିଶେଷକରି ଗଣମାଧ୍ୟମ ଏଥିରେ ବଡ଼ ଭୂମିକା ନେଇପାରେ । ପିଲାମାନେ ଖବରକାଗଜ ପଢ଼ି ଶିଖନ୍ତି, ତେଣୁ ଭୁଲ ବନାନ ସେମାନଙ୍କୁ ବିଭ୍ରାନ୍ତ କରେ । ଆଶା କରେ ଏଥିପ୍ରତି ଧ୍ୟାନ ଦିଆଯିବ । bbox=[1162, 111, 1492, 222]
solution-cell: 5 bbox=[1385, 2122, 1398, 2135]
solution-cell: 2 bbox=[1424, 2070, 1437, 2083]
solution-cell: 4 bbox=[1437, 2070, 1450, 2083]
sudoku-cell[interactable]: 7 bbox=[1379, 1904, 1414, 1954]
sudoku-cell[interactable] bbox=[1310, 1954, 1345, 2004]
sudoku-cell[interactable] bbox=[1205, 1554, 1240, 1604]
sudoku-cell[interactable] bbox=[1275, 1604, 1310, 1654]
sudoku-cell[interactable]: 3 bbox=[1275, 1654, 1310, 1704]
sudoku-cell[interactable]: 8 bbox=[1205, 1654, 1240, 1704]
solution-cell: 5 bbox=[1372, 2031, 1385, 2044]
sudoku-cell[interactable]: 2 bbox=[1449, 1804, 1484, 1854]
section-divider bbox=[340, 780, 1140, 781]
poem-source: (ପ୍ରତିମା) bbox=[165, 180, 209, 193]
history-brand: ଧରିତ୍ରୀ bbox=[12, 1548, 80, 1573]
solution-cell: 3 bbox=[1437, 2109, 1450, 2122]
solution-cell: 7 bbox=[1372, 2044, 1385, 2057]
sudoku-cell[interactable]: 9 bbox=[1240, 1554, 1275, 1604]
brand-sub: dharitri bbox=[984, 57, 1034, 67]
solution-cell: 4 bbox=[1411, 2109, 1424, 2122]
letter2-text: ଆପଣ ଯାହା କହିଛନ୍ତି 'କର୍ମଚାରୀ ଓଡ଼ିଶା ଶିଳ୍ପ' ତାହା ଠିକ୍ ହୋଇଥିବ । ଆମର ସମ୍ବାଦଦାତା ଦ୍ୱାରା ପଠାଯାଇଥିବା ସମ୍ବାଦରେ ଏହି ତ୍ରୁଟି ରହିଯାଇଥିଲା । ଭବିଷ୍ୟତରେ ଏଭଳି ତ୍ରୁଟି ନ ହେବା ପାଇଁ ଆମେ ସତର୍କ ରହିବୁ । ଭାଷାର ଶୁଦ୍ଧତା ପାଇଁ ଆମେ ସର୍ବଦା ଯତ୍ନଶୀଳ । ପାଠକମାନଙ୍କ ପରାମର୍ଶ ଆମ ପାଇଁ ମୂଲ୍ୟବାନ । ଏଭଳି ଭୁଲ ଧରି ଆମକୁ ଜଣାଇଥିବାରୁ ଆମେ କୃତଜ୍ଞ । ଓଡ଼ିଆ ଭାଷାର ବିକାଶ ଓ ସମୃଦ୍ଧି ପାଇଁ ଧରିତ୍ରୀ ସବୁବେଳେ ପ୍ରତିବଦ୍ଧ । bbox=[1162, 571, 1492, 654]
sudoku-cell[interactable] bbox=[1170, 1754, 1205, 1804]
solution-cell: 7 bbox=[1424, 2109, 1437, 2122]
solution-cell: 9 bbox=[1437, 2044, 1450, 2057]
sudoku-cell[interactable]: 4 bbox=[1379, 1654, 1414, 1704]
sudoku-solution-caption: ଗତକାଲିର ସମାଧାନ bbox=[1365, 2152, 1443, 2163]
solution-cell: 9 bbox=[1450, 2135, 1463, 2148]
solution-cell: 1 bbox=[1372, 2096, 1385, 2109]
article3-col3: ୧୯୯୧-୯୨ ବେଳକୁ ଓଡ଼ିଶାର ଅର୍ଥନୈତିକ ସ୍ଥିତି ଖୁବ୍ ଦୁର୍ବଳ ଥିଲା । ଏବେ କିଛି ଉନ୍ନତି ହୋଇଛି କିନ୍ତୁ ଆହୁରି ବହୁ ବାଟ ଯିବାକୁ ବାକି । ରାଜ୍ୟର ମୁଣ୍ଡପିଛା ଆୟ ଜାତୀୟ ହାରାହାରି ଠାରୁ କମ୍ । ଏଥିପାଇଁ ଆମେ ସମସ୍ତେ ଦାୟୀ । ରାଜନେତାମାନେ ନିର୍ବାଚନ ବେଳେ ଅନେକ ପ୍ରତିଶ୍ରୁତି ଦିଅନ୍ତି କିନ୍ତୁ ପରେ ଭୁଲିଯାଆନ୍ତି । ଲୋକମାନେ ମଧ୍ୟ ସଚେତନ ହୋଇ ପ୍ରଶ୍ନ କରୁନାହାନ୍ତି । ଗଣତନ୍ତ୍ରରେ ଲୋକମାନଙ୍କ ସକ୍ରିୟ ଅଂଶଗ୍ରହଣ ଜରୁରୀ । ଭ୍ରଷ୍ଟାଚାର ବିରୋଧରେ ସ୍ୱର ଉଠାଇବା ଦରକାର । ନିଜେ ସଚ୍ଚୋଟ ହେଲେ ହିଁ ସମାଜ ବଦଳିବ । ଟିକେ ମୁଣ୍ଡ ଖଟାଇଲେ ଆମେ ଆମ ସମସ୍ୟାର ସମାଧାନ ନିଜେ ଖୋଜି ପାରିବା । ପରିବର୍ତ୍ତନ ନିଜଠାରୁ ଆରମ୍ଭ ହେଉ । bbox=[740, 1853, 1136, 1950]
letter4-title: ତେଲ ଦରବୃଦ୍ଧି ବାଧ୍ୟତ bbox=[1214, 944, 1440, 972]
ads-email[interactable]: E-mail:advt@dharitri.com bbox=[1233, 1317, 1421, 1332]
solution-cell: 9 bbox=[1385, 2057, 1398, 2070]
solution-cell: 3 bbox=[1411, 2135, 1424, 2148]
sudoku-cell[interactable]: 9 bbox=[1414, 1754, 1449, 1804]
solution-cell: 8 bbox=[1424, 2044, 1437, 2057]
letter3-sign: ଆଶିଷ କୁମାର ଆଚାର୍ଯ୍ୟ, ଆଙ୍ଗୁଳ bbox=[1348, 924, 1492, 937]
sudoku-section bbox=[1162, 1456, 1492, 2257]
sudoku-cell[interactable] bbox=[1379, 1754, 1414, 1804]
oitihasik-header bbox=[4, 272, 320, 320]
sudoku-cell[interactable] bbox=[1240, 1754, 1275, 1804]
sudoku-solution-grid bbox=[1345, 2030, 1463, 2148]
sudoku-cell[interactable] bbox=[1205, 1804, 1240, 1854]
solution-cell: 3 bbox=[1450, 2044, 1463, 2057]
sudoku-cell[interactable] bbox=[1344, 1754, 1379, 1804]
column-rule bbox=[330, 0, 331, 1758]
chiranthani-title: ଚିରନ୍ତନୀ bbox=[19, 9, 156, 51]
solution-cell: 7 bbox=[1346, 2135, 1359, 2148]
readers-title: ପାଠକ ଶ୍ରେଷ୍ଠ ବିଚାରକ bbox=[1232, 16, 1479, 47]
